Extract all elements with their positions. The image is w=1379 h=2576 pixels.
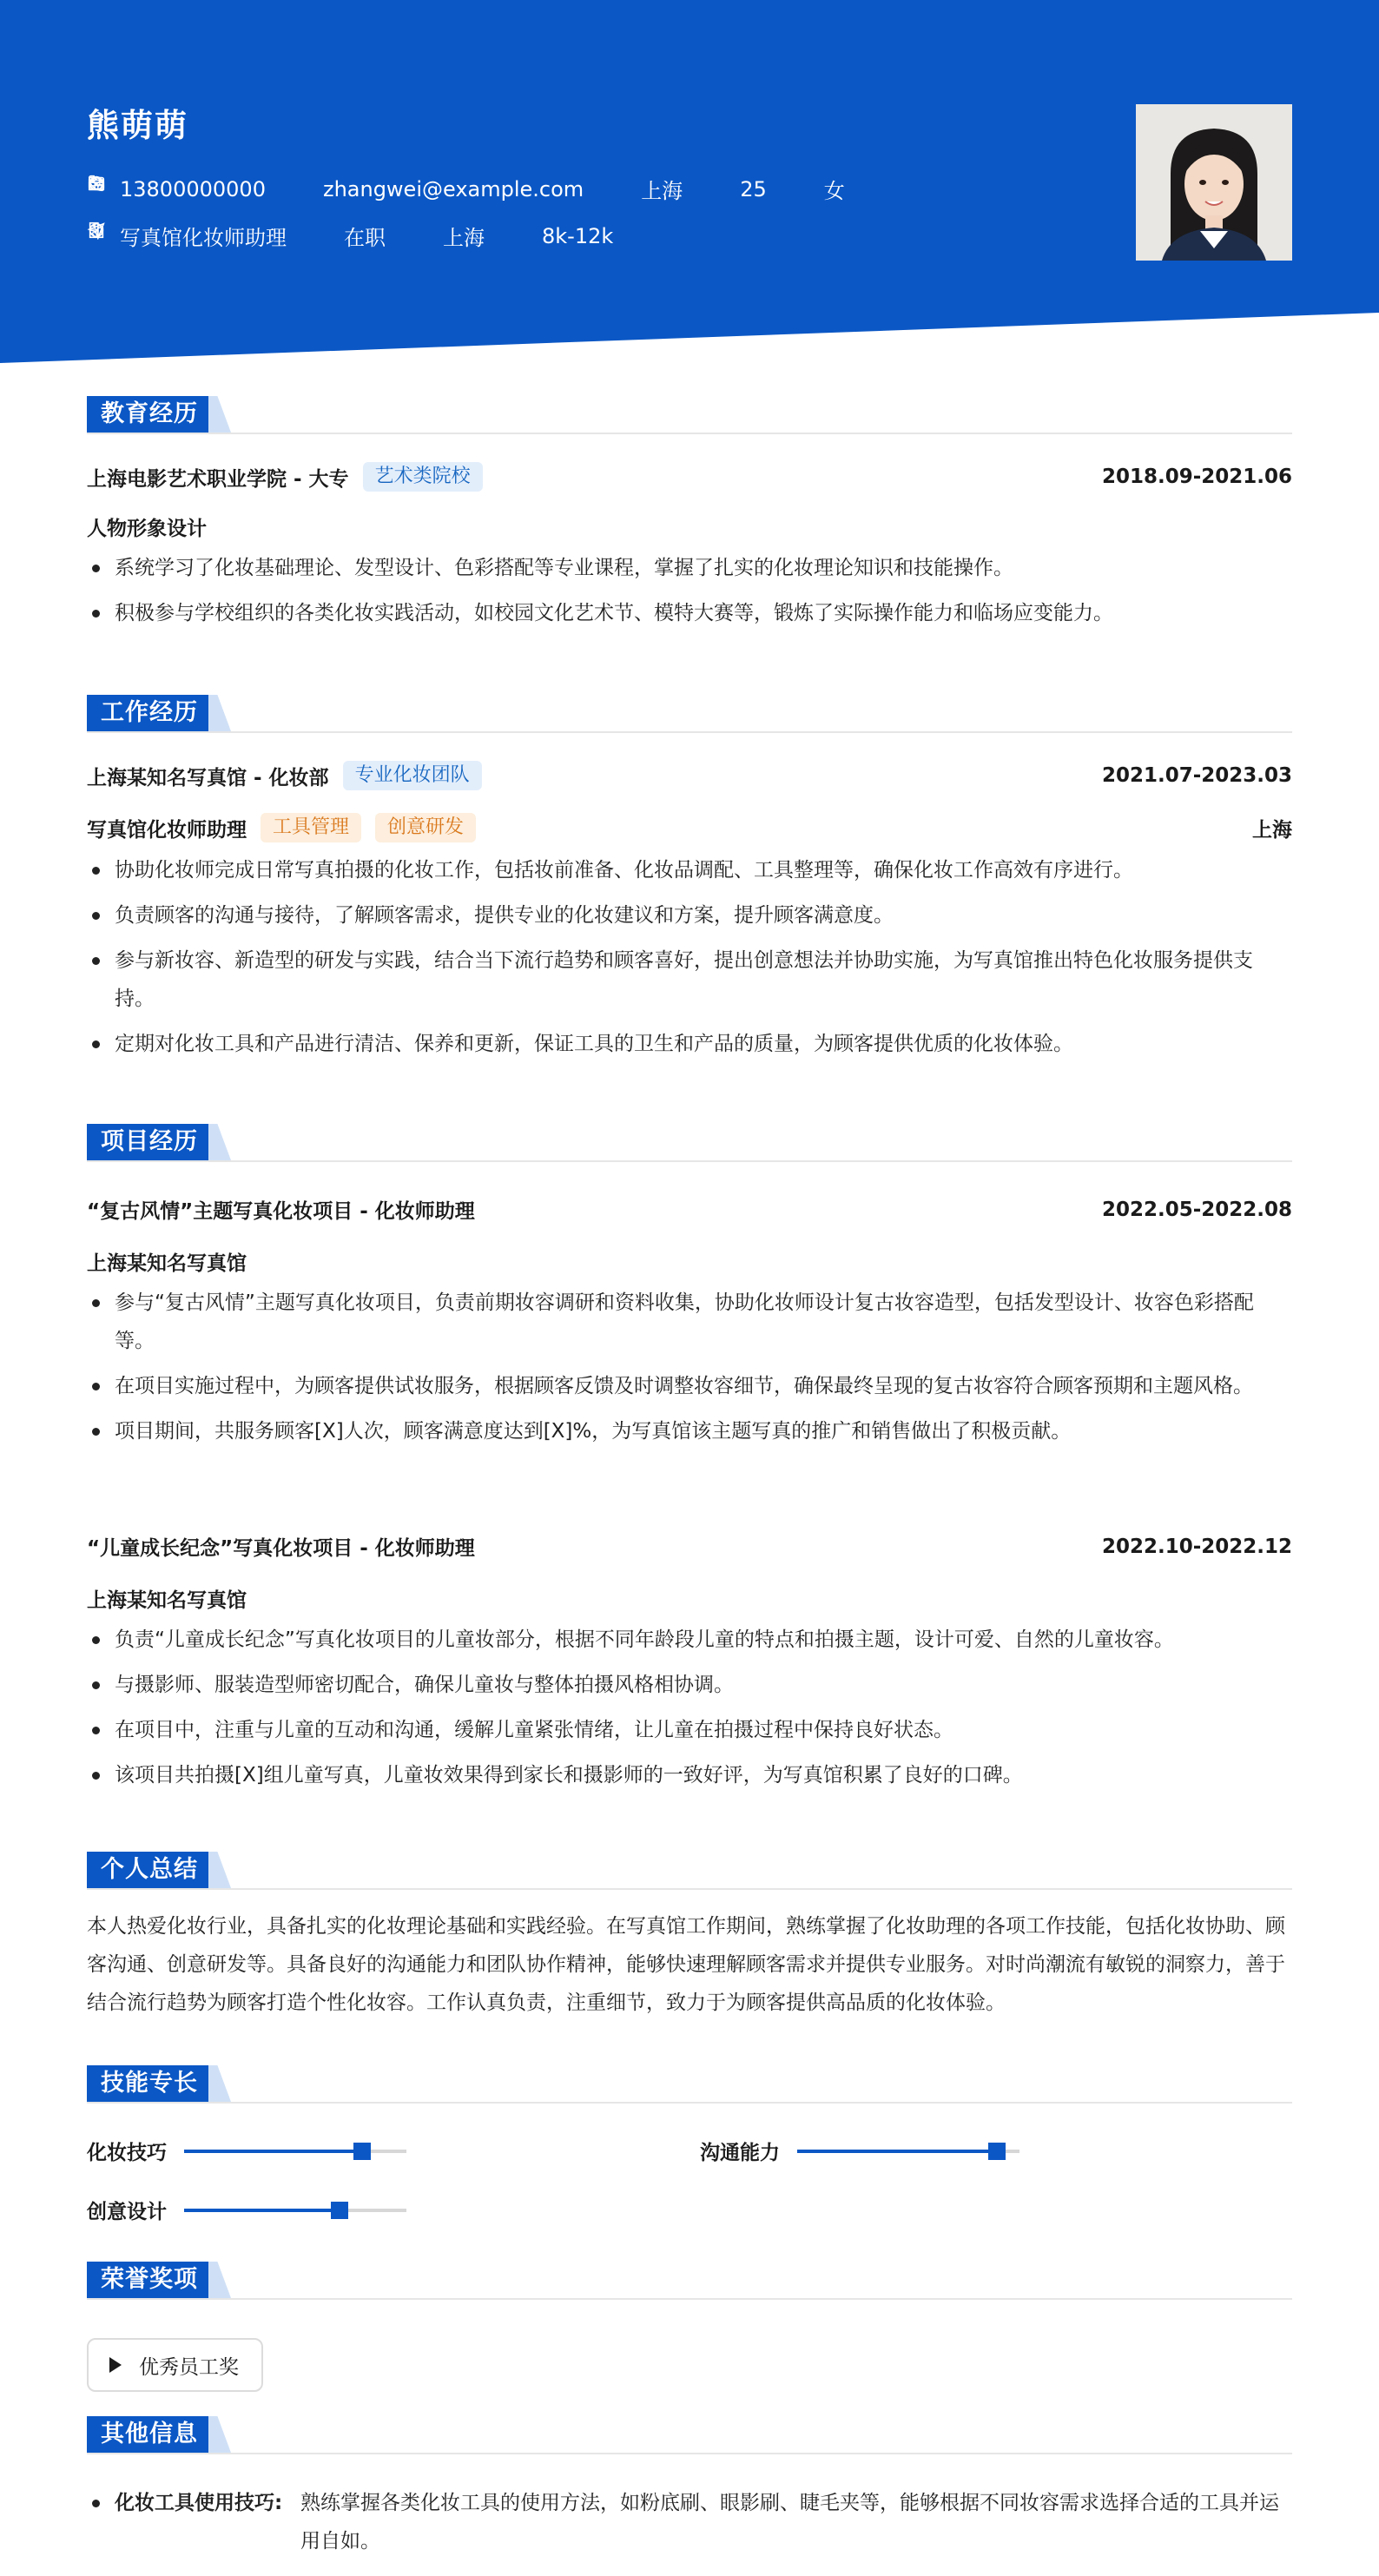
age-text: 25 xyxy=(740,176,767,201)
list-item: 积极参与学校组织的各类化妆实践活动，如校园文化艺术节、模特大赛等，锻炼了实际操作能力和临场应变能力。 xyxy=(87,594,1292,632)
work-section xyxy=(87,695,1292,1055)
project-title-row xyxy=(87,1532,1292,1561)
section-title: 技能专长 xyxy=(87,2065,212,2102)
summary-header xyxy=(87,1852,1292,1890)
skill-item xyxy=(87,2196,406,2224)
profile-photo xyxy=(1136,104,1292,261)
section-title: 个人总结 xyxy=(87,1852,212,1888)
phone-text: 13800000000 xyxy=(120,176,266,201)
education-section xyxy=(87,396,1292,624)
skill-item xyxy=(87,2137,406,2165)
award-label: 优秀员工奖 xyxy=(139,2355,239,2379)
work-date: 2021.07-2023.03 xyxy=(1101,764,1292,787)
skill-item xyxy=(700,2137,1019,2165)
phone-item xyxy=(87,177,266,201)
project-org: 上海某知名写真馆 xyxy=(87,1252,247,1275)
skill-bar-fill xyxy=(184,2209,340,2212)
project-bullets xyxy=(87,1284,1292,1457)
section-title: 教育经历 xyxy=(87,396,212,433)
other-item-text: 熟练掌握各类化妆工具的使用方法，如粉底刷、眼影刷、睫毛夹等，能够根据不同妆容需求选择合适的工具并运用自如。 xyxy=(300,2492,1279,2553)
play-icon xyxy=(109,2357,122,2373)
project-org-row xyxy=(87,1584,1292,1613)
list-item: 定期对化妆工具和产品进行清洁、保养和更新，保证工具的卫生和产品的质量，为顾客提供优质的化妆体验。 xyxy=(87,1025,1292,1063)
list-item: 该项目共拍摄[X]组儿童写真，儿童妆效果得到家长和摄影师的一致好评，为写真馆积累了良好的口碑。 xyxy=(87,1756,1292,1794)
skill-name: 沟通能力 xyxy=(700,2142,780,2164)
section-title-accent xyxy=(208,1124,231,1160)
section-title-accent xyxy=(208,2416,231,2453)
skill-bar-knob xyxy=(331,2202,348,2219)
project-org: 上海某知名写真馆 xyxy=(87,1589,247,1612)
role-tag: 工具管理 xyxy=(261,813,361,842)
job-target-item xyxy=(87,221,287,251)
gender-icon xyxy=(791,179,812,200)
skill-bar xyxy=(797,2150,1019,2153)
education-date: 2018.09-2021.06 xyxy=(1101,466,1292,488)
project-name: “复古风情”主题写真化妆项目 - 化妆师助理 xyxy=(87,1200,475,1223)
company-name: 上海某知名写真馆 - 化妆部 xyxy=(87,766,329,789)
summary-section xyxy=(87,1852,1292,2014)
list-item: 系统学习了化妆基础理论、发型设计、色彩搭配等专业课程，掌握了扎实的化妆理论知识和技能操作。 xyxy=(87,549,1292,587)
money-icon xyxy=(509,226,530,247)
cake-icon xyxy=(707,179,728,200)
school-name: 上海电影艺术职业学院 - 大专 xyxy=(87,467,349,491)
location-item xyxy=(608,174,683,204)
honors-header xyxy=(87,2262,1292,2300)
list-item: 在项目实施过程中，为顾客提供试妆服务，根据顾客反馈及时调整妆容细节，确保最终呈现的复古妆容符合顾客预期和主题风格。 xyxy=(87,1367,1292,1405)
skills-header xyxy=(87,2065,1292,2104)
project-org-row xyxy=(87,1247,1292,1276)
skill-bar-fill xyxy=(184,2150,362,2153)
resume-header xyxy=(0,0,1379,365)
project-date: 2022.05-2022.08 xyxy=(1101,1198,1292,1221)
section-title-accent xyxy=(208,1852,231,1888)
work-header xyxy=(87,695,1292,733)
section-title: 其他信息 xyxy=(87,2416,212,2453)
section-title-accent xyxy=(208,396,231,433)
salary-item xyxy=(509,224,613,248)
other-list xyxy=(87,2484,1292,2560)
section-title-accent xyxy=(208,2262,231,2298)
status-text: 在职 xyxy=(344,226,386,250)
role-tag: 创意研发 xyxy=(375,813,476,842)
candidate-name: 熊萌萌 xyxy=(87,107,188,144)
list-item: 参与“复古风情”主题写真化妆项目，负责前期妆容调研和资料收集，协助化妆师设计复古妆容造型，包括发型设计、妆容色彩搭配等。 xyxy=(87,1284,1292,1360)
project-bullets xyxy=(87,1621,1292,1801)
honors-section xyxy=(87,2262,1292,2379)
skill-bar-knob xyxy=(353,2143,371,2160)
section-title-accent xyxy=(208,695,231,731)
email-item xyxy=(290,177,584,201)
home-icon xyxy=(608,179,629,200)
work-city: 上海 xyxy=(1252,818,1292,842)
status-item xyxy=(311,221,386,251)
skill-bar-knob xyxy=(988,2143,1006,2160)
major-name: 人物形象设计 xyxy=(87,518,207,540)
age-item xyxy=(707,177,767,201)
salary-text: 8k-12k xyxy=(542,223,614,248)
summary-text: 本人热爱化妆行业，具备扎实的化妆理论基础和实践经验。在写真馆工作期间，熟练掌握了化妆助理的各项工作技能，包括化妆协助、顾客沟通、创意研发等。具备良好的沟通能力和团队协作精神，能够快速理解顾客需求并提供专业服务。对时尚潮流有敏锐的洞察力，善于结合流行趋势为顾客打造个性化妆容。工作认真负责，注重细节，致力于为顾客提供高品质的化妆体验。 xyxy=(87,1915,1285,2014)
other-header xyxy=(87,2416,1292,2454)
education-major-row xyxy=(87,512,1292,541)
school-tag: 艺术类院校 xyxy=(363,462,483,492)
list-item: 负责顾客的沟通与接待，了解顾客需求，提供专业的化妆建议和方案，提升顾客满意度。 xyxy=(87,896,1292,935)
skill-bar xyxy=(184,2209,406,2212)
company-tag: 专业化妆团队 xyxy=(343,761,482,790)
list-item: 参与新妆容、新造型的研发与实践，结合当下流行趋势和顾客喜好，提出创意想法并协助实施，为写真馆推出特色化妆服务提供支持。 xyxy=(87,941,1292,1018)
job-target-text: 写真馆化妆师助理 xyxy=(120,226,287,250)
section-title: 工作经历 xyxy=(87,695,212,731)
section-title: 项目经历 xyxy=(87,1124,212,1160)
work-company-row xyxy=(87,761,1292,790)
list-item: 与摄影师、服装造型师密切配合，确保儿童妆与整体拍摄风格相协调。 xyxy=(87,1666,1292,1704)
award-chip xyxy=(87,2338,263,2392)
projects-section xyxy=(87,1124,1292,1787)
list-item: 在项目中，注重与儿童的互动和沟通，缓解儿童紧张情绪，让儿童在拍摄过程中保持良好状态。 xyxy=(87,1711,1292,1749)
education-header xyxy=(87,396,1292,434)
gender-item xyxy=(791,174,845,204)
skill-bar-fill xyxy=(797,2150,997,2153)
status-icon xyxy=(311,226,332,247)
email-text: zhangwei@example.com xyxy=(322,176,584,201)
location-text: 上海 xyxy=(641,179,683,203)
other-section xyxy=(87,2416,1292,2553)
project-date: 2022.10-2022.12 xyxy=(1101,1535,1292,1558)
list-item: 协助化妆师完成日常写真拍摄的化妆工作，包括妆前准备、化妆品调配、工具整理等，确保化妆工作高效有序进行。 xyxy=(87,851,1292,889)
mail-icon xyxy=(290,179,311,200)
section-title: 荣誉奖项 xyxy=(87,2262,212,2298)
role-name: 写真馆化妆师助理 xyxy=(87,818,247,842)
building-icon xyxy=(410,226,431,247)
contact-row xyxy=(87,174,869,204)
section-title-accent xyxy=(208,2065,231,2102)
list-item: 项目期间，共服务顾客[X]人次，顾客满意度达到[X]%，为写真馆该主题写真的推广和销售做出了积极贡献。 xyxy=(87,1412,1292,1450)
skill-name: 创意设计 xyxy=(87,2201,167,2223)
work-role-row xyxy=(87,813,1292,842)
other-item-label: 化妆工具使用技巧: xyxy=(115,2492,283,2514)
education-bullets xyxy=(87,549,1292,639)
projects-header xyxy=(87,1124,1292,1162)
job-intent-row xyxy=(87,221,637,251)
project-name: “儿童成长纪念”写真化妆项目 - 化妆师助理 xyxy=(87,1537,475,1560)
list-item xyxy=(87,2484,1292,2560)
target-city-text: 上海 xyxy=(443,226,485,250)
education-school-row xyxy=(87,462,1292,492)
gender-text: 女 xyxy=(823,179,845,203)
list-item: 负责“儿童成长纪念”写真化妆项目的儿童妆部分，根据不同年龄段儿童的特点和拍摄主题，设计可爱、自然的儿童妆容。 xyxy=(87,1621,1292,1659)
target-city-item xyxy=(410,221,485,251)
skill-bar xyxy=(184,2150,406,2153)
work-bullets xyxy=(87,851,1292,1070)
skill-name: 化妆技巧 xyxy=(87,2142,167,2164)
skills-section xyxy=(87,2065,1292,2223)
project-title-row xyxy=(87,1195,1292,1224)
